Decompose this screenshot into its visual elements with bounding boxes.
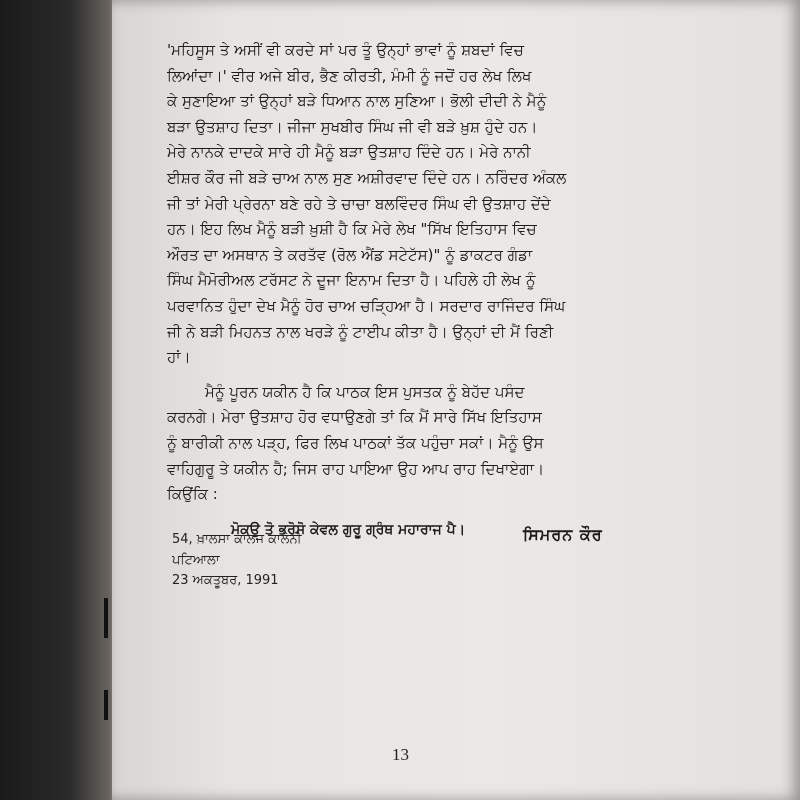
- text-line: ਮੈਨੂੰ ਪੂਰਨ ਯਕੀਨ ਹੈ ਕਿ ਪਾਠਕ ਇਸ ਪੁਸਤਕ ਨੂੰ ਬੇਹੱਦ ਪਸੰਦ: [205, 382, 525, 401]
- text-line: ਬੜਾ ਉਤਸ਼ਾਹ ਦਿਤਾ। ਜੀਜਾ ਸੁਖਬੀਰ ਸਿੰਘ ਜੀ ਵੀ ਬੜੇ ਖ਼ੁਸ਼ ਹੁੰਦੇ ਹਨ।: [167, 117, 538, 136]
- text-line: ਕੇ ਸੁਣਾਇਆ ਤਾਂ ਉਨ੍ਹਾਂ ਬੜੇ ਧਿਆਨ ਨਾਲ ਸੁਣਿਆ। ਭੋਲੀ ਦੀਦੀ ਨੇ ਮੈਨੂੰ: [167, 92, 547, 111]
- paragraph-2: [167, 380, 647, 482]
- address-city: ਪਟਿਆਲਾ: [172, 552, 220, 568]
- page-number: 13: [392, 745, 409, 764]
- text-line: ਲਿਆਂਦਾ।' ਵੀਰ ਅਜੇ ਬੀਰ, ਭੈਣ ਕੀਰਤੀ, ਮੰਮੀ ਨੂੰ ਜਦੋਂ ਹਰ ਲੇਖ ਲਿਖ: [167, 66, 532, 85]
- text-line: ਨੂੰ ਬਾਰੀਕੀ ਨਾਲ ਪੜ੍ਹ, ਫਿਰ ਲਿਖ ਪਾਠਕਾਂ ਤੱਕ ਪਹੁੰਚਾ ਸਕਾਂ। ਮੈਨੂੰ ਉਸ: [167, 433, 544, 452]
- book-page: [112, 0, 800, 800]
- body-text: [167, 38, 647, 543]
- text-line: ਹਨ। ਇਹ ਲਿਖ ਮੈਨੂੰ ਬੜੀ ਖ਼ੁਸ਼ੀ ਹੈ ਕਿ ਮੇਰੇ ਲੇਖ "ਸਿੱਖ ਇਤਿਹਾਸ ਵਿਚ: [167, 220, 537, 239]
- address-date: 23 ਅਕਤੂਬਰ, 1991: [172, 573, 279, 588]
- text-line: ਪਰਵਾਨਿਤ ਹੁੰਦਾ ਦੇਖ ਮੈਨੂੰ ਹੋਰ ਚਾਅ ਚੜ੍ਹਿਆ ਹੈ। ਸਰਦਾਰ ਰਾਜਿੰਦਰ ਸਿੰਘ: [167, 296, 566, 315]
- text-line: ਈਸ਼ਰ ਕੌਰ ਜੀ ਬੜੇ ਚਾਅ ਨਾਲ ਸੁਣ ਅਸ਼ੀਰਵਾਦ ਦਿੰਦੇ ਹਨ। ਨਰਿੰਦਰ ਅੰਕਲ: [167, 168, 567, 187]
- gutter-mark: [104, 690, 108, 720]
- kiunki-line: ਕਿਉਂਕਿ :: [167, 485, 218, 504]
- text-line: ਕਰਨਗੇ। ਮੇਰਾ ਉਤਸ਼ਾਹ ਹੋਰ ਵਧਾਉਣਗੇ ਤਾਂ ਕਿ ਮੈਂ ਸਾਰੇ ਸਿੱਖ ਇਤਿਹਾਸ: [167, 408, 542, 427]
- gutter-mark: [104, 598, 108, 638]
- text-line: ਵਾਹਿਗੁਰੂ ਤੇ ਯਕੀਨ ਹੈ; ਜਿਸ ਰਾਹ ਪਾਇਆ ਉਹ ਆਪ ਰਾਹ ਦਿਖਾਏਗਾ।: [167, 459, 545, 478]
- text-line: ਮੇਰੇ ਨਾਨਕੇ ਦਾਦਕੇ ਸਾਰੇ ਹੀ ਮੈਨੂੰ ਬੜਾ ਉਤਸ਼ਾਹ ਦਿੰਦੇ ਹਨ। ਮੇਰੇ ਨਾਨੀ: [167, 143, 531, 162]
- text-line: ਜੀ ਨੇ ਬੜੀ ਮਿਹਨਤ ਨਾਲ ਖਰੜੇ ਨੂੰ ਟਾਈਪ ਕੀਤਾ ਹੈ। ਉਨ੍ਹਾਂ ਦੀ ਮੈਂ ਰਿਣੀ: [167, 322, 554, 341]
- book-gutter: [0, 0, 120, 800]
- paragraph-1: [167, 38, 647, 371]
- text-line: ਸਿੰਘ ਮੈਮੋਰੀਅਲ ਟਰੱਸਟ ਨੇ ਦੂਜਾ ਇਨਾਮ ਦਿਤਾ ਹੈ। ਪਹਿਲੇ ਹੀ ਲੇਖ ਨੂੰ: [167, 271, 536, 290]
- scripture-quote: ਮੋਕਉ ਤੋ ਭਰੋਸੋ ਕੇਵਲ ਗੁਰੂ ਗ੍ਰੰਥ ਮਹਾਰਾਜ ਪੈ।: [231, 521, 466, 538]
- text-line: ਹਾਂ।: [167, 348, 191, 367]
- text-line: ਜੀ ਤਾਂ ਮੇਰੀ ਪ੍ਰੇਰਨਾ ਬਣੇ ਰਹੇ ਤੇ ਚਾਚਾ ਬਲਵਿੰਦਰ ਸਿੰਘ ਵੀ ਉਤਸ਼ਾਹ ਦੇਂਦੇ: [167, 194, 551, 213]
- address-block: [172, 530, 302, 592]
- text-line: 'ਮਹਿਸੂਸ ਤੇ ਅਸੀਂ ਵੀ ਕਰਦੇ ਸਾਂ ਪਰ ਤੂੰ ਉਨ੍ਹਾਂ ਭਾਵਾਂ ਨੂੰ ਸ਼ਬਦਾਂ ਵਿਚ: [167, 41, 524, 59]
- address-line: 54, ਖ਼ਾਲਸਾ ਕਾਲਜ ਕਾਲੋਨੀ: [172, 532, 302, 547]
- text-line: ਔਰਤ ਦਾ ਅਸਥਾਨ ਤੇ ਕਰਤੱਵ (ਰੋਲ ਐਂਡ ਸਟੇਟੱਸ)" ਨੂੰ ਡਾਕਟਰ ਗੰਡਾ: [167, 245, 533, 264]
- author-signature: ਸਿਮਰਨ ਕੌਰ: [523, 525, 603, 544]
